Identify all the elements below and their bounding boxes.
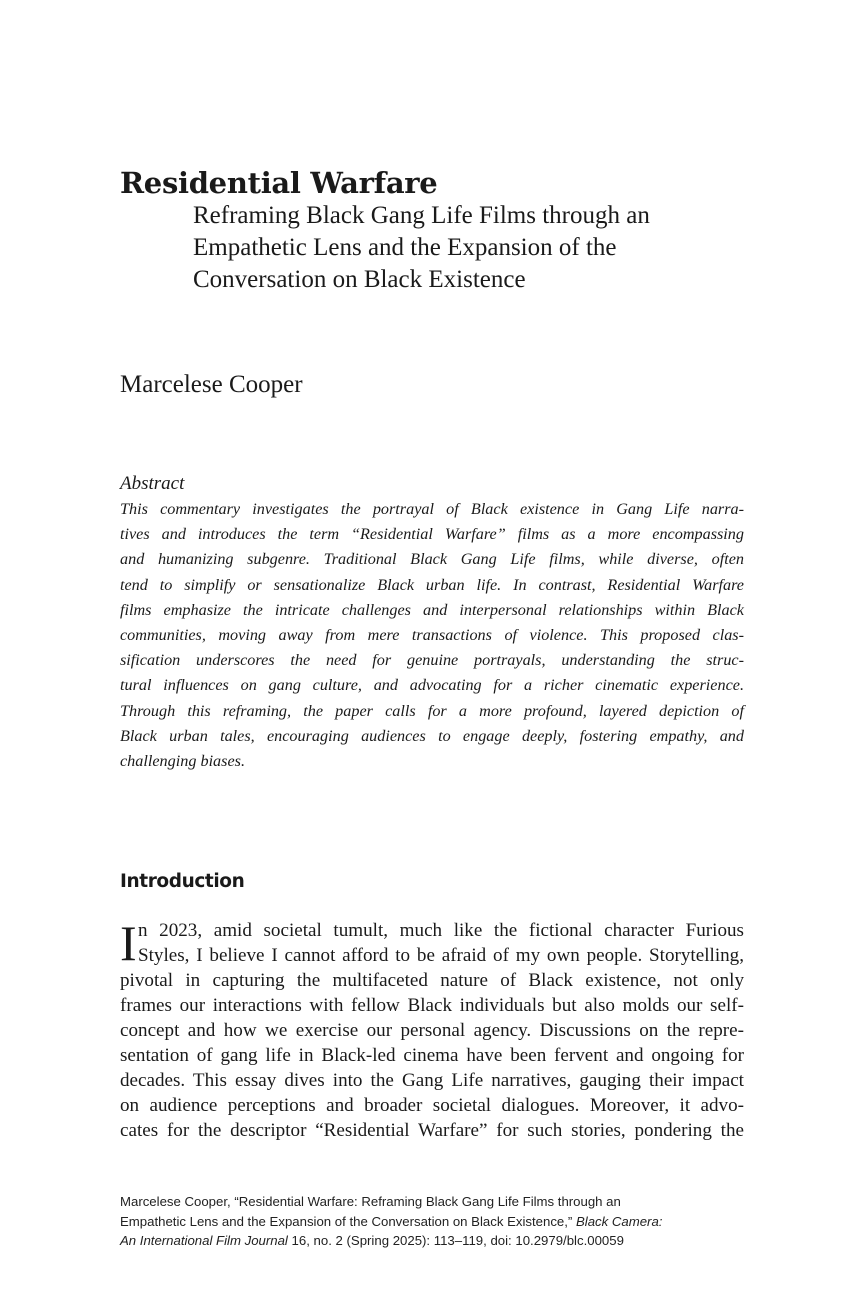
intro-line: n 2023, amid societal tumult, much like the fictional character Furious <box>138 920 744 941</box>
abstract-line: tend to simplify or sensationalize Black urban life. In contrast, Residential Warfare <box>120 575 744 594</box>
intro-line: decades. This essay dives into the Gang Life narratives, gauging their impact <box>120 1070 744 1091</box>
citation-line <box>120 1231 744 1251</box>
abstract-line: This commentary investigates the portrayal of Black existence in Gang Life narra- <box>120 500 744 518</box>
introduction-body <box>120 915 744 1143</box>
intro-line: concept and how we exercise our personal agency. Discussions on the repre- <box>120 1020 744 1041</box>
intro-line: pivotal in capturing the multifaceted nature of Black existence, not only <box>120 970 744 991</box>
journal-title: Black Camera: <box>575 1213 663 1229</box>
abstract-line: Black urban tales, encouraging audiences to engage deeply, fostering empathy, and <box>120 726 744 745</box>
abstract-line: challenging biases. <box>120 752 245 771</box>
abstract-line: sification underscores the need for genuine portrayals, understanding the struc- <box>120 651 744 670</box>
intro-line: frames our interactions with fellow Black individuals but also molds our self- <box>120 995 744 1016</box>
citation-text: Empathetic Lens and the Expansion of the Conversation on Black Existence,” <box>120 1213 576 1229</box>
drop-cap: I <box>120 915 137 971</box>
article-subtitle <box>193 200 753 296</box>
citation-line <box>120 1212 744 1232</box>
intro-line: on audience perceptions and broader societal dialogues. Moreover, it advo- <box>120 1095 744 1116</box>
subtitle-line: Reframing Black Gang Life Films through an <box>193 202 650 229</box>
author-name: Marcelese Cooper <box>120 371 303 398</box>
intro-line: sentation of gang life in Black-led cinema have been fervent and ongoing for <box>120 1045 744 1066</box>
subtitle-line: Conversation on Black Existence <box>193 266 526 293</box>
abstract-body <box>120 497 744 774</box>
abstract-line: tives and introduces the term “Residential Warfare” films as a more encompassing <box>120 525 744 544</box>
article-title: Residential Warfare <box>120 166 438 200</box>
subtitle-line: Empathetic Lens and the Expansion of the <box>193 234 617 261</box>
abstract-heading: Abstract <box>120 473 185 494</box>
abstract-line: tural influences on gang culture, and advocating for a richer cinematic experience. <box>120 676 744 695</box>
journal-title: An International Film Journal <box>120 1233 288 1248</box>
citation-footer <box>120 1192 744 1251</box>
section-heading-introduction: Introduction <box>120 871 245 892</box>
abstract-line: Through this reframing, the paper calls for a more profound, layered depiction of <box>120 701 744 720</box>
intro-line: cates for the descriptor “Residential Warfare” for such stories, pondering the <box>120 1120 744 1141</box>
citation-line: Marcelese Cooper, “Residential Warfare: Reframing Black Gang Life Films through an <box>120 1194 621 1209</box>
intro-line: Styles, I believe I cannot afford to be afraid of my own people. Storytelling, <box>138 945 744 966</box>
abstract-line: and humanizing subgenre. Traditional Black Gang Life films, while diverse, often <box>120 550 744 569</box>
abstract-line: communities, moving away from mere transactions of violence. This proposed clas- <box>120 626 744 645</box>
abstract-line: films emphasize the intricate challenges and interpersonal relationships within Black <box>120 600 744 619</box>
citation-text: 16, no. 2 (Spring 2025): 113–119, doi: 10.2979/blc.00059 <box>287 1233 624 1248</box>
